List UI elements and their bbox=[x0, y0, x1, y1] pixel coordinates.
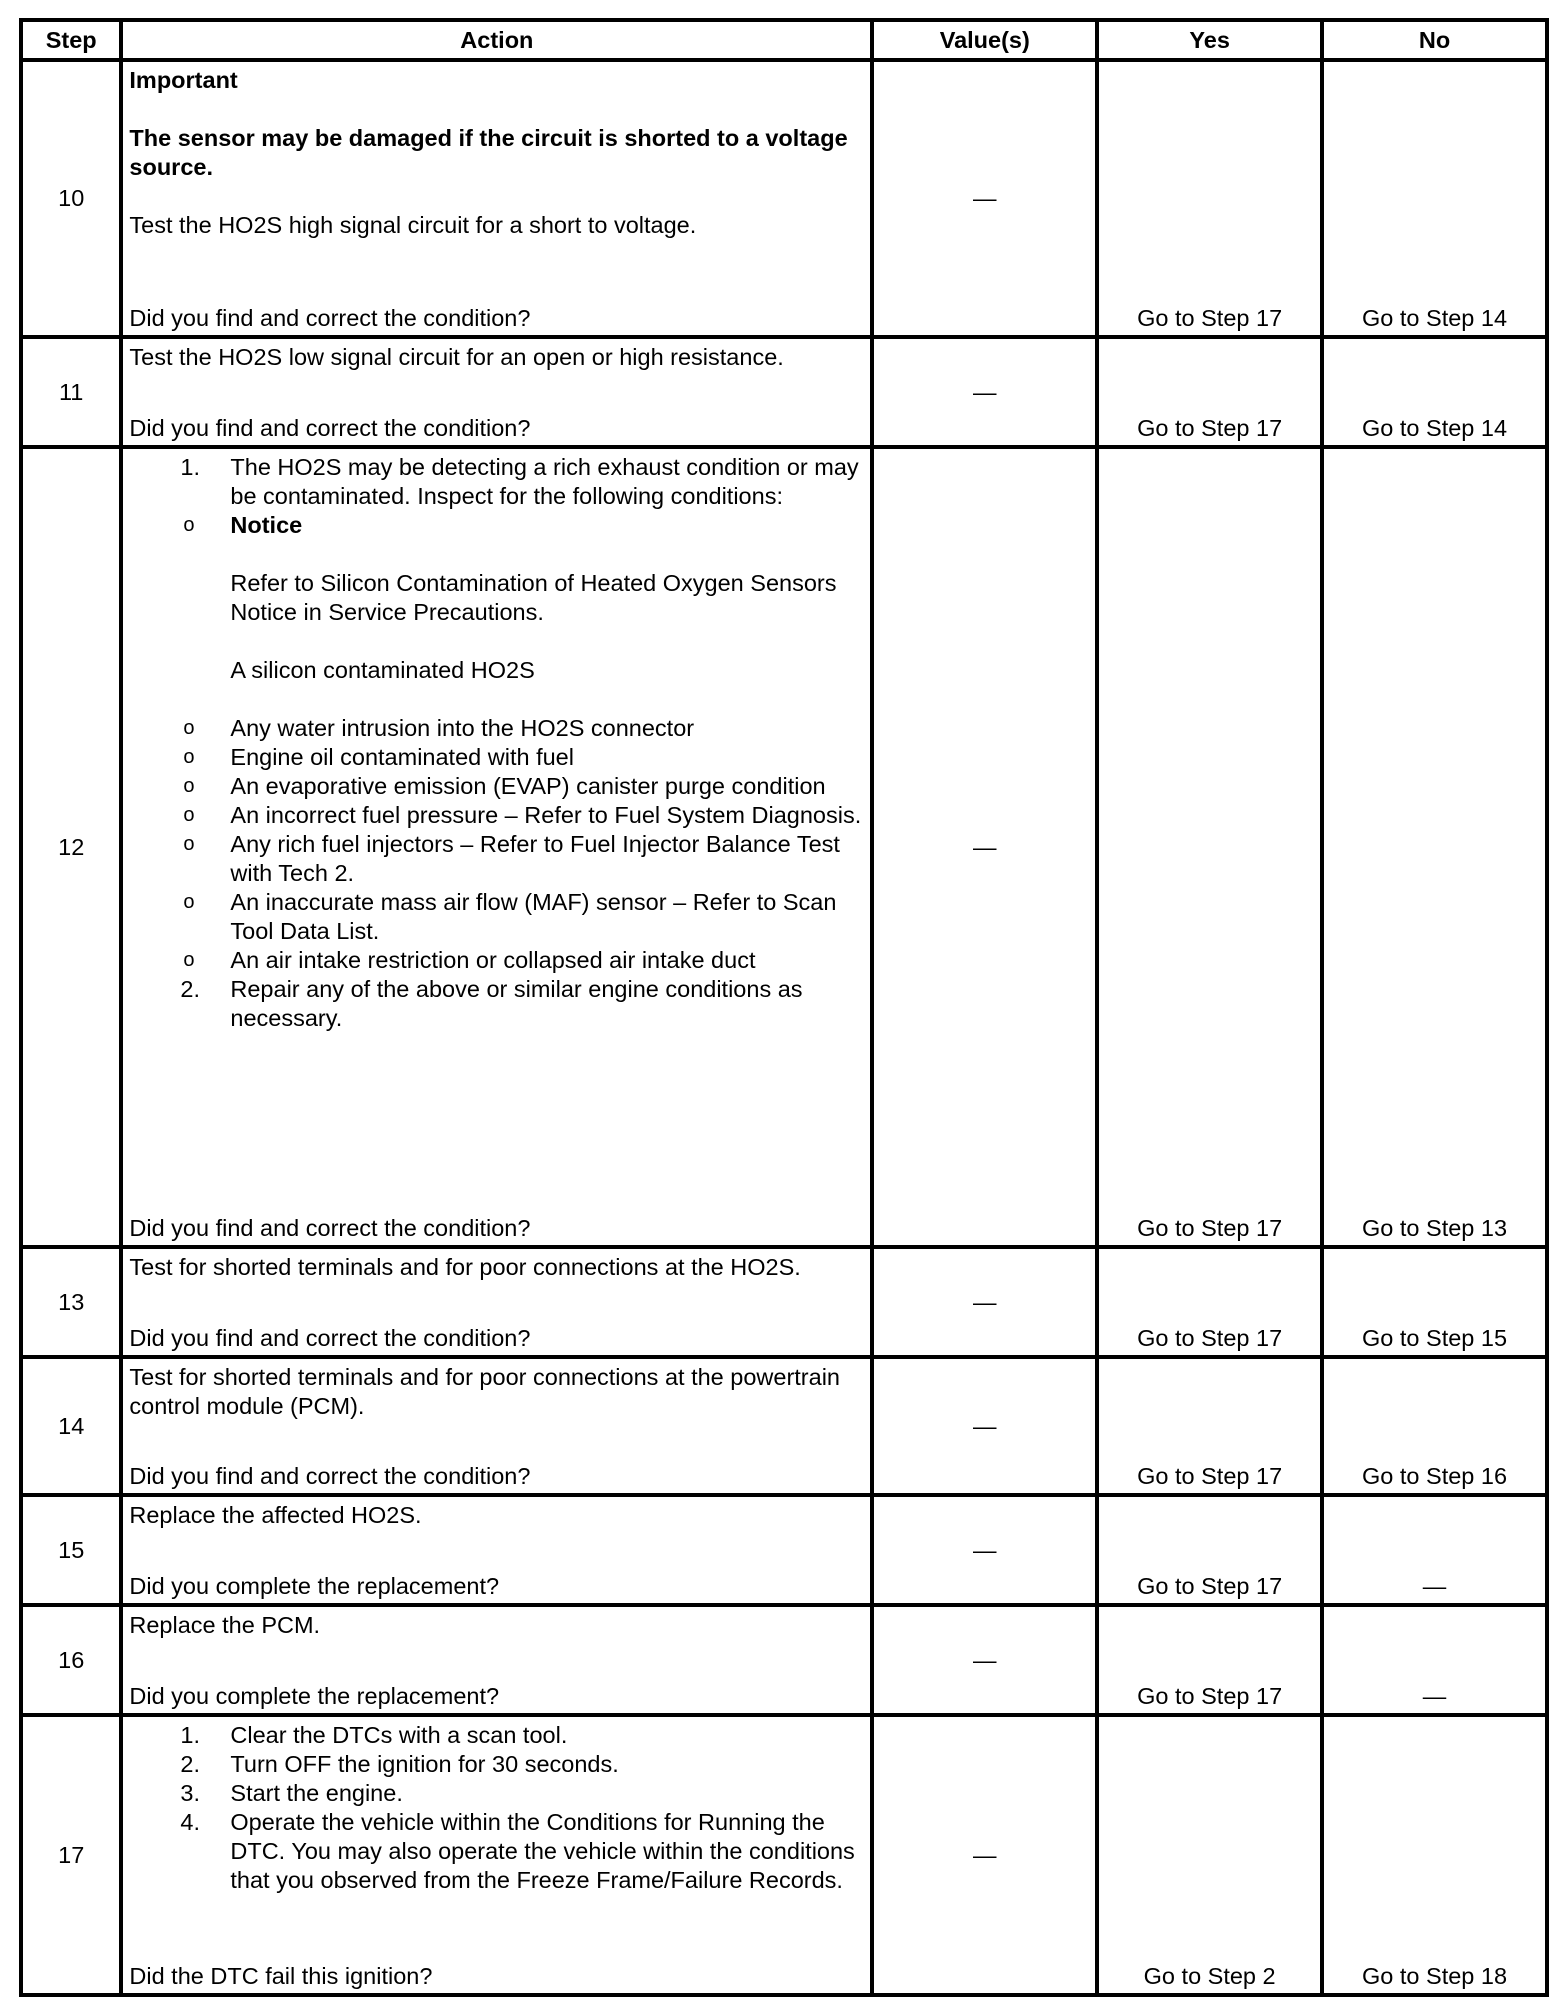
table-row-step-16 bbox=[21, 1605, 1547, 1715]
list-item bbox=[183, 946, 864, 975]
value-cell: — bbox=[872, 1495, 1097, 1605]
action-cell bbox=[121, 1715, 872, 1995]
condition-text: An evaporative emission (EVAP) canister purge condition bbox=[230, 773, 826, 799]
no-cell: Go to Step 18 bbox=[1322, 1715, 1547, 1995]
action-text: Test the HO2S low signal circuit for an open or high resistance. bbox=[129, 344, 784, 370]
action-text: Replace the PCM. bbox=[129, 1612, 321, 1638]
question-text: Did you find and correct the condition? bbox=[129, 1463, 531, 1489]
condition-text: An air intake restriction or collapsed air intake duct bbox=[230, 947, 756, 973]
item-text: Start the engine. bbox=[230, 1780, 403, 1806]
step-number: 12 bbox=[21, 447, 121, 1247]
action-cell bbox=[121, 1495, 872, 1605]
action-cell bbox=[121, 447, 872, 1247]
procedure-list bbox=[129, 453, 864, 1033]
header-yes: Yes bbox=[1097, 20, 1322, 60]
bullet-marker: o bbox=[183, 833, 195, 855]
question-text: Did you complete the replacement? bbox=[129, 1683, 500, 1709]
step-number: 10 bbox=[21, 60, 121, 337]
action-cell bbox=[121, 1605, 872, 1715]
item-number: 1. bbox=[180, 1722, 200, 1748]
header-action: Action bbox=[121, 20, 872, 60]
value-cell: — bbox=[872, 1715, 1097, 1995]
condition-list bbox=[183, 511, 864, 975]
yes-cell: Go to Step 17 bbox=[1097, 1495, 1322, 1605]
step-number: 16 bbox=[21, 1605, 121, 1715]
procedure-list bbox=[129, 1721, 864, 1895]
bullet-marker: o bbox=[183, 514, 195, 536]
value-cell: — bbox=[872, 60, 1097, 337]
step-number: 11 bbox=[21, 337, 121, 447]
important-label: Important bbox=[129, 67, 238, 93]
condition-text: Any rich fuel injectors – Refer to Fuel Injector Balance Test with Tech 2. bbox=[230, 831, 840, 886]
item-text: Repair any of the above or similar engine conditions as necessary. bbox=[230, 976, 803, 1031]
table-row-step-17 bbox=[21, 1715, 1547, 1995]
no-cell: — bbox=[1322, 1495, 1547, 1605]
yes-cell: Go to Step 17 bbox=[1097, 1357, 1322, 1495]
header-step: Step bbox=[21, 20, 121, 60]
yes-cell: Go to Step 2 bbox=[1097, 1715, 1322, 1995]
no-cell: Go to Step 14 bbox=[1322, 337, 1547, 447]
condition-text: An incorrect fuel pressure – Refer to Fuel System Diagnosis. bbox=[230, 802, 862, 828]
question-text: Did you find and correct the condition? bbox=[129, 305, 531, 331]
yes-cell: Go to Step 17 bbox=[1097, 1605, 1322, 1715]
list-item bbox=[183, 772, 864, 801]
list-item bbox=[183, 830, 864, 888]
list-item bbox=[183, 888, 864, 946]
action-cell bbox=[121, 337, 872, 447]
list-item bbox=[129, 1779, 864, 1808]
condition-text: An inaccurate mass air flow (MAF) sensor – Refer to Scan Tool Data List. bbox=[230, 889, 837, 944]
item-number: 4. bbox=[180, 1809, 200, 1835]
table-row-step-11 bbox=[21, 337, 1547, 447]
list-item bbox=[183, 714, 864, 743]
bullet-marker: o bbox=[183, 949, 195, 971]
question-text: Did the DTC fail this ignition? bbox=[129, 1963, 433, 1989]
no-cell: Go to Step 15 bbox=[1322, 1247, 1547, 1357]
bullet-marker: o bbox=[183, 804, 195, 826]
table-row-step-14 bbox=[21, 1357, 1547, 1495]
step-number: 15 bbox=[21, 1495, 121, 1605]
yes-cell: Go to Step 17 bbox=[1097, 60, 1322, 337]
list-item bbox=[129, 453, 864, 975]
action-cell bbox=[121, 60, 872, 337]
step-number: 13 bbox=[21, 1247, 121, 1357]
question-text: Did you complete the replacement? bbox=[129, 1573, 500, 1599]
value-cell: — bbox=[872, 337, 1097, 447]
diagnostic-table-document bbox=[19, 18, 1549, 1989]
bullet-marker: o bbox=[183, 775, 195, 797]
table-header-row bbox=[21, 20, 1547, 60]
list-item bbox=[129, 1721, 864, 1750]
value-cell: — bbox=[872, 1605, 1097, 1715]
value-cell: — bbox=[872, 1357, 1097, 1495]
item-number: 2. bbox=[180, 976, 200, 1002]
condition-text: A silicon contaminated HO2S bbox=[230, 657, 535, 683]
item-text: Clear the DTCs with a scan tool. bbox=[230, 1722, 568, 1748]
bullet-marker: o bbox=[183, 891, 195, 913]
notice-label: Notice bbox=[230, 512, 303, 538]
action-text: Test the HO2S high signal circuit for a short to voltage. bbox=[129, 212, 697, 238]
value-cell: — bbox=[872, 447, 1097, 1247]
notice-text: Refer to Silicon Contamination of Heated Oxygen Sensors Notice in Service Precautions. bbox=[230, 570, 837, 625]
item-text: The HO2S may be detecting a rich exhaust condition or may be contaminated. Inspect for the following conditions: bbox=[230, 454, 859, 509]
bullet-marker: o bbox=[183, 746, 195, 768]
list-item bbox=[129, 1808, 864, 1895]
step-number: 17 bbox=[21, 1715, 121, 1995]
yes-cell: Go to Step 17 bbox=[1097, 337, 1322, 447]
list-item bbox=[183, 743, 864, 772]
table-row-step-13 bbox=[21, 1247, 1547, 1357]
no-cell: — bbox=[1322, 1605, 1547, 1715]
item-number: 2. bbox=[180, 1751, 200, 1777]
value-cell: — bbox=[872, 1247, 1097, 1357]
list-item bbox=[129, 975, 864, 1033]
item-number: 1. bbox=[180, 454, 200, 480]
warning-text: The sensor may be damaged if the circuit is shorted to a voltage source. bbox=[129, 125, 848, 180]
diagnostic-table bbox=[19, 18, 1549, 1997]
action-text: Test for shorted terminals and for poor connections at the powertrain control module (PCM). bbox=[129, 1364, 840, 1419]
item-text: Turn OFF the ignition for 30 seconds. bbox=[230, 1751, 619, 1777]
condition-text: Engine oil contaminated with fuel bbox=[230, 744, 574, 770]
action-cell bbox=[121, 1247, 872, 1357]
yes-cell: Go to Step 17 bbox=[1097, 447, 1322, 1247]
no-cell: Go to Step 16 bbox=[1322, 1357, 1547, 1495]
item-text: Operate the vehicle within the Conditions for Running the DTC. You may also operate the vehicle within the conditions that you observed from the Freeze Frame/Failure Records. bbox=[230, 1809, 855, 1893]
table-row-step-10 bbox=[21, 60, 1547, 337]
question-text: Did you find and correct the condition? bbox=[129, 415, 531, 441]
table-row-step-15 bbox=[21, 1495, 1547, 1605]
action-text: Replace the affected HO2S. bbox=[129, 1502, 422, 1528]
list-item bbox=[129, 1750, 864, 1779]
step-number: 14 bbox=[21, 1357, 121, 1495]
list-item bbox=[183, 801, 864, 830]
action-cell bbox=[121, 1357, 872, 1495]
item-number: 3. bbox=[180, 1780, 200, 1806]
question-text: Did you find and correct the condition? bbox=[129, 1215, 531, 1241]
no-cell: Go to Step 13 bbox=[1322, 447, 1547, 1247]
table-row-step-12 bbox=[21, 447, 1547, 1247]
header-no: No bbox=[1322, 20, 1547, 60]
no-cell: Go to Step 14 bbox=[1322, 60, 1547, 337]
list-item bbox=[183, 511, 864, 714]
bullet-marker: o bbox=[183, 717, 195, 739]
action-text: Test for shorted terminals and for poor connections at the HO2S. bbox=[129, 1254, 801, 1280]
condition-text: Any water intrusion into the HO2S connector bbox=[230, 715, 695, 741]
header-values: Value(s) bbox=[872, 20, 1097, 60]
question-text: Did you find and correct the condition? bbox=[129, 1325, 531, 1351]
yes-cell: Go to Step 17 bbox=[1097, 1247, 1322, 1357]
